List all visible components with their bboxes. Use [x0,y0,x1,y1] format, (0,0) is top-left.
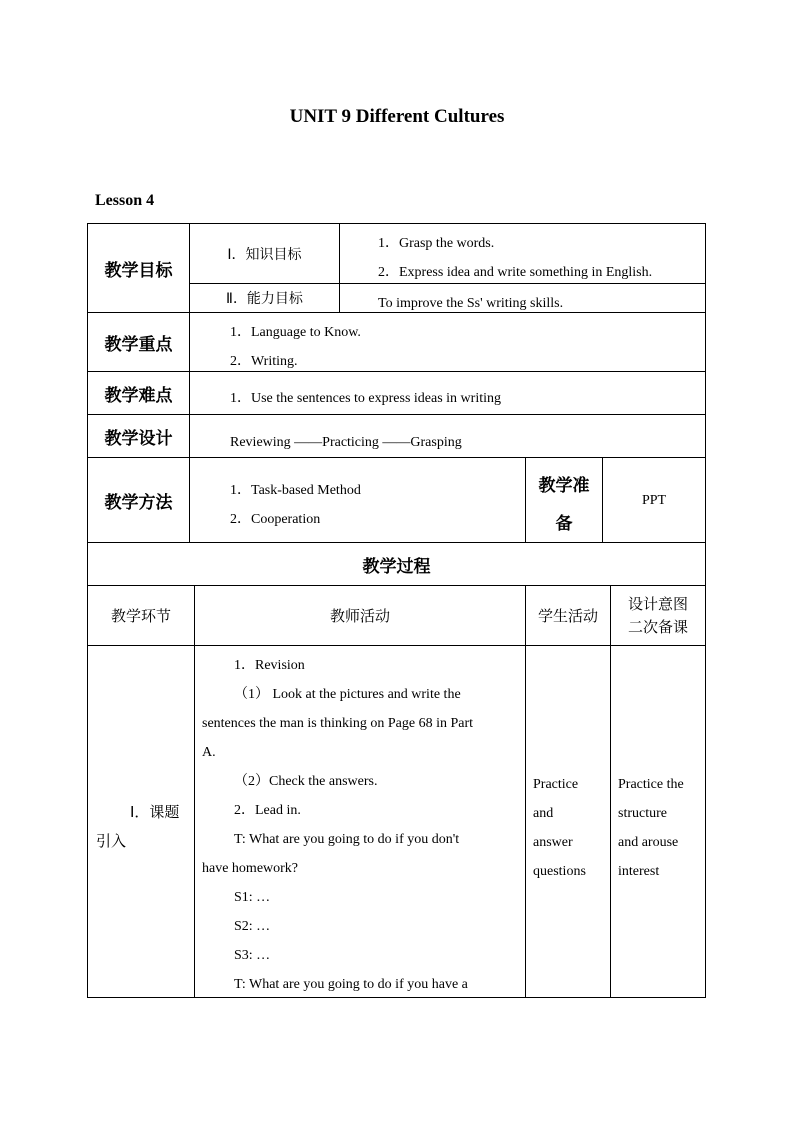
intent-cell [610,645,706,998]
column-intent: 设计意图 [627,595,688,613]
teacher-line: S1: … [234,890,271,905]
preparation-label-line: 备 [555,514,573,534]
student-line: and [533,806,554,821]
preparation-label-line: 教学准 [538,476,590,496]
knowledge-item: 2．Express idea and write something in English. [378,265,653,280]
teacher-line: T: What are you going to do if you don't [234,832,460,847]
difficulty-item: 1．Use the sentences to express ideas in writing [230,391,501,406]
column-revision: 二次备课 [627,618,688,636]
preparation-label [525,457,603,543]
difficulties-items [189,371,706,415]
student-activity-cell [525,645,611,998]
intent-line: and arouse [618,835,679,850]
student-line: answer [533,835,573,850]
knowledge-objective-label: Ⅰ．知识目标 [189,223,340,284]
process-heading: 教学过程 [87,542,706,586]
difficulties-label: 教学难点 [87,371,190,415]
teacher-line: S3: … [234,948,271,963]
teacher-line: （2）Check the answers. [234,774,378,789]
intent-line: interest [618,864,660,879]
teacher-line: S2: … [234,919,271,934]
student-line: Practice [533,777,579,792]
intent-line: Practice the [618,777,684,792]
key-point-item: 1．Language to Know. [230,325,361,340]
knowledge-item: 1．Grasp the words. [378,236,495,251]
design-label: 教学设计 [87,414,190,458]
method-item: 2．Cooperation [230,512,321,527]
stage-label-line: Ⅰ．课题 [130,803,180,821]
key-points-items [189,312,706,372]
intent-line: structure [618,806,667,821]
key-point-item: 2．Writing. [230,354,298,369]
column-intent-revision [610,585,706,646]
methods-items [189,457,526,543]
document-title: UNIT 9 Different Cultures [289,106,505,127]
stage-label-line: 引入 [96,832,127,850]
teacher-line: T: What are you going to do if you have a [234,977,468,992]
knowledge-objective-items [339,223,706,284]
student-line: questions [533,864,586,879]
stage-cell [87,645,195,998]
column-student-activity: 学生活动 [525,585,611,646]
teacher-line: （1） Look at the pictures and write the [234,687,461,702]
methods-label: 教学方法 [87,457,190,543]
teacher-line: 1．Revision [234,658,305,673]
ability-objective-text: To improve the Ss' writing skills. [339,283,706,313]
teacher-activity-cell [194,645,526,998]
design-text: Reviewing ——Practicing ——Grasping [189,414,706,458]
preparation-value: PPT [602,457,706,543]
ability-objective-label: Ⅱ．能力目标 [189,283,340,313]
teacher-line: sentences the man is thinking on Page 68 in Part [202,716,474,731]
key-points-label: 教学重点 [87,312,190,372]
teacher-line: A. [202,745,216,760]
column-teacher-activity: 教师活动 [194,585,526,646]
method-item: 1．Task-based Method [230,483,361,498]
lesson-label: Lesson 4 [95,192,155,209]
teacher-line: 2．Lead in. [234,803,301,818]
teacher-line: have homework? [202,861,299,876]
column-stage: 教学环节 [87,585,195,646]
objectives-label: 教学目标 [87,223,190,313]
